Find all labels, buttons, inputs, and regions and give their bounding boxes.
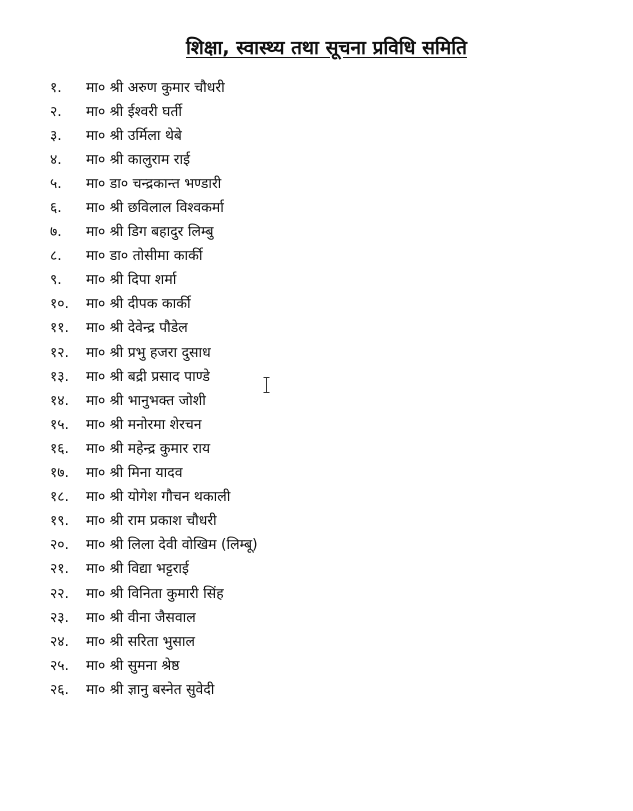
list-item [50,533,258,557]
member-number: १६. [50,440,70,457]
member-number: १५. [50,416,70,433]
member-name: मा० श्री छविलाल विश्वकर्मा [86,200,224,217]
list-item [50,557,258,581]
list-item [50,123,258,147]
member-name: मा० श्री देवेन्द्र पौडेल [86,320,188,337]
member-name: मा० श्री ईश्वरी घर्ती [86,103,183,120]
list-item [50,75,258,99]
member-number: २४. [50,633,70,650]
member-name: मा० श्री डिग बहादुर लिम्बु [86,224,214,241]
member-name: मा० श्री उर्मिला थेबे [86,127,182,144]
member-list [50,75,258,701]
member-name: मा० श्री विद्या भट्टराई [86,561,189,578]
member-number: २०. [50,537,70,554]
member-number: १. [50,79,62,96]
member-number: ६. [50,200,62,217]
list-item [50,268,258,292]
list-item [50,99,258,123]
member-name: मा० श्री बद्री प्रसाद पाण्डे [86,368,210,385]
member-number: ४. [50,151,62,168]
member-number: ११. [50,320,70,337]
member-name: मा० डा० तोसीमा कार्की [86,248,203,265]
list-item [50,677,258,701]
member-name: मा० श्री योगेश गौचन थकाली [86,489,231,506]
member-number: ८. [50,248,62,265]
list-item [50,509,258,533]
list-item [50,629,258,653]
member-number: ९. [50,272,62,289]
list-item [50,364,258,388]
member-number: १३. [50,368,70,385]
member-number: २५. [50,657,70,674]
list-item [50,653,258,677]
list-item [50,244,258,268]
list-item [50,195,258,219]
list-item [50,340,258,364]
member-name: मा० श्री भानुभक्त जोशी [86,392,206,409]
list-item [50,292,258,316]
member-name: मा० श्री कालुराम राई [86,151,190,168]
list-item [50,581,258,605]
list-item [50,220,258,244]
member-number: १०. [50,296,70,313]
member-name: मा० श्री मिना यादव [86,465,183,482]
member-number: ३. [50,127,62,144]
member-number: ५. [50,175,62,192]
member-number: २१. [50,561,70,578]
member-name: मा० श्री लिला देवी वोखिम (लिम्बू) [86,537,258,554]
member-number: १८. [50,489,70,506]
list-item [50,316,258,340]
member-name: मा० श्री दिपा शर्मा [86,272,177,289]
member-number: ७. [50,224,62,241]
member-name: मा० श्री महेन्द्र कुमार राय [86,440,211,457]
member-number: २६. [50,681,70,698]
member-number: २३. [50,609,70,626]
text-cursor-icon [263,377,270,393]
member-number: १४. [50,392,70,409]
member-number: २. [50,103,62,120]
member-number: २२. [50,585,70,602]
list-item [50,605,258,629]
list-item [50,171,258,195]
member-number: १२. [50,344,70,361]
list-item [50,436,258,460]
list-item [50,485,258,509]
list-item [50,412,258,436]
member-name: मा० श्री सुमना श्रेष्ठ [86,657,180,674]
member-number: १७. [50,465,70,482]
list-item [50,388,258,412]
member-name: मा० श्री प्रभु हजरा दुसाध [86,344,211,361]
page-title: शिक्षा, स्वास्थ्य तथा सूचना प्रविधि समिति [186,37,467,59]
member-name: मा० श्री ज्ञानु बस्नेत सुवेदी [86,681,215,698]
member-name: मा० श्री विनिता कुमारी सिंह [86,585,224,602]
member-name: मा० श्री राम प्रकाश चौधरी [86,513,217,530]
member-name: मा० श्री मनोरमा शेरचन [86,416,202,433]
member-name: मा० श्री दीपक कार्की [86,296,191,313]
member-name: मा० श्री वीना जैसवाल [86,609,196,626]
list-item [50,147,258,171]
member-number: १९. [50,513,70,530]
member-name: मा० श्री सरिता भुसाल [86,633,196,650]
member-name: मा० श्री अरुण कुमार चौधरी [86,79,225,96]
list-item [50,461,258,485]
member-name: मा० डा० चन्द्रकान्त भण्डारी [86,175,222,192]
